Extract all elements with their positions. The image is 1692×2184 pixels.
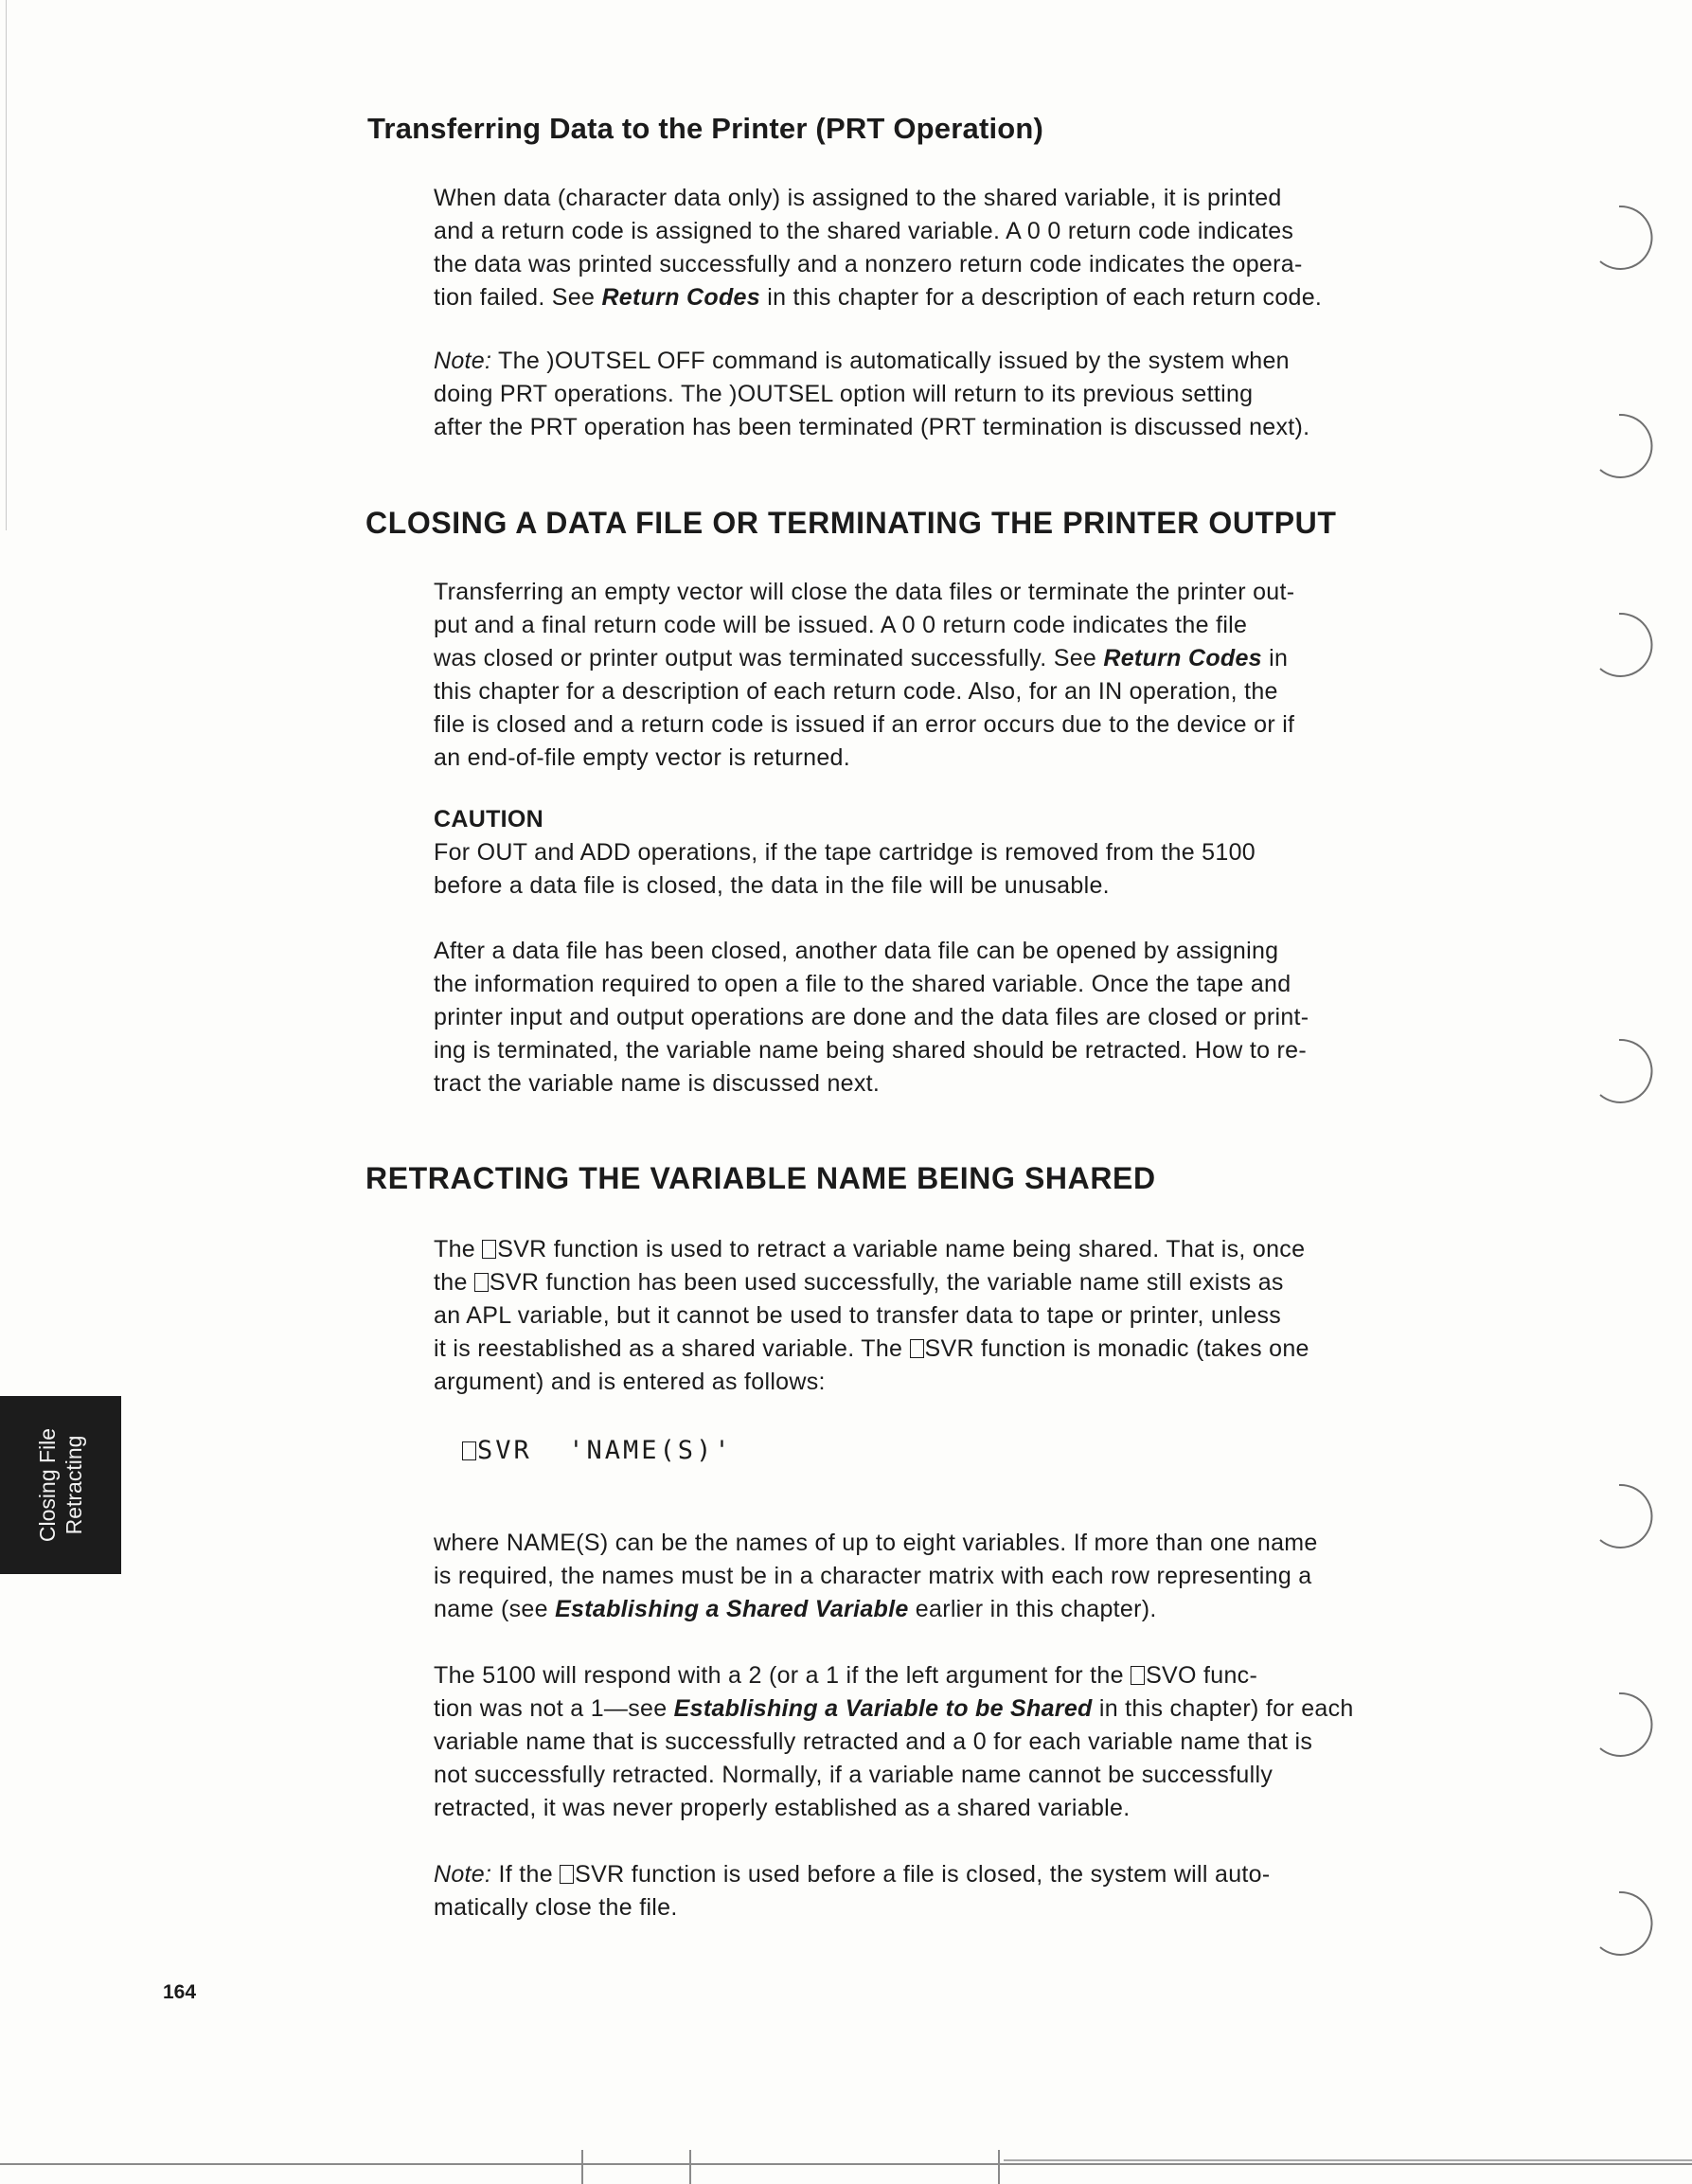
closing-line: this chapter for a description of each return code. Also, for an IN operation, the [434,678,1278,705]
note-line: doing PRT operations. The )OUTSEL option will return to its previous setting [434,381,1254,407]
binder-hole-icon [1600,415,1652,477]
section-tab-label: Closing File Retracting [35,1427,86,1543]
scan-tick [998,2150,1000,2184]
note-line: Note: If the SVR function is used before a file is closed, the system will auto- [434,1861,1271,1888]
prt-line: and a return code is assigned to the shared variable. A 0 0 return code indicates [434,218,1294,244]
quad-symbol-icon [482,1240,496,1259]
closing-line: Transferring an empty vector will close the data files or terminate the printer out- [434,579,1295,605]
respond-paragraph [434,1659,1390,1825]
after-line: printer input and output operations are done and the data files are closed or print- [434,1004,1309,1030]
code-example: SVR 'NAME(S)' [462,1436,733,1465]
after-line: the information required to open a file to the shared variable. Once the tape and [434,971,1291,997]
caution-line: before a data file is closed, the data in the file will be unusable. [434,872,1110,899]
note-outsel [434,345,1390,444]
svr-line: an APL variable, but it cannot be used to transfer data to tape or printer, unless [434,1302,1282,1329]
note-line: matically close the file. [434,1894,678,1921]
page-edge-line [6,0,7,530]
heading-retracting-variable: RETRACTING THE VARIABLE NAME BEING SHARED [365,1161,1156,1195]
respond-line: The 5100 will respond with a 2 (or a 1 if the left argument for the SVO func- [434,1662,1258,1689]
respond-line: retracted, it was never properly established as a shared variable. [434,1795,1131,1821]
quad-symbol-icon [1131,1666,1145,1685]
section-tab [0,1396,121,1574]
closing-paragraph [434,576,1390,775]
where-line: is required, the names must be in a character matrix with each row representing a [434,1563,1312,1589]
prt-line: tion failed. See Return Codes in this chapter for a description of each return code. [434,284,1323,311]
binder-hole-icon [1600,1485,1652,1548]
heading-prt-operation: Transferring Data to the Printer (PRT Operation) [367,112,1044,145]
svr-paragraph [434,1233,1390,1399]
page-bottom-rule [1004,2159,1692,2161]
prt-line: the data was printed successfully and a nonzero return code indicates the opera- [434,251,1303,277]
binder-holes [1572,0,1666,1989]
scan-tick [581,2150,583,2184]
quad-symbol-icon [462,1441,476,1460]
binder-hole-icons [1572,0,1666,1989]
quad-symbol-icon [910,1339,924,1358]
binder-hole-icon [1600,614,1652,676]
binder-hole-icon [1600,1693,1652,1756]
where-paragraph [434,1527,1390,1626]
where-line: where NAME(S) can be the names of up to eight variables. If more than one name [434,1530,1318,1556]
note-label: Note: [434,1861,492,1888]
respond-line: variable name that is successfully retracted and a 0 for each variable name that is [434,1728,1313,1755]
note-line: Note: The )OUTSEL OFF command is automatically issued by the system when [434,348,1290,374]
after-line: ing is terminated, the variable name being shared should be retracted. How to re- [434,1037,1308,1064]
scan-tick [689,2150,691,2184]
closing-line: an end-of-file empty vector is returned. [434,744,850,771]
establishing-variable-ref: Establishing a Variable to be Shared [673,1695,1093,1722]
closing-line: file is closed and a return code is issued if an error occurs due to the device or if [434,711,1295,738]
after-close-paragraph [434,935,1390,1101]
after-line: tract the variable name is discussed next. [434,1070,881,1097]
page-number: 164 [163,1981,197,2003]
page-bottom-rule [0,2163,1692,2165]
binder-hole-icon [1600,1892,1652,1955]
where-line: name (see Establishing a Shared Variable earlier in this chapter). [434,1596,1157,1622]
quad-symbol-icon [474,1273,489,1292]
prt-paragraph [434,182,1390,314]
after-line: After a data file has been closed, another data file can be opened by assigning [434,938,1279,964]
caution-line: For OUT and ADD operations, if the tape cartridge is removed from the 5100 [434,839,1256,866]
return-codes-ref: Return Codes [601,284,760,311]
note-label: Note: [434,348,492,374]
note-svr-close [434,1858,1390,1924]
note-line: after the PRT operation has been terminated (PRT termination is discussed next). [434,414,1310,440]
caution-paragraph [434,836,1390,903]
quad-symbol-icon [560,1865,574,1884]
svr-line: The SVR function is used to retract a variable name being shared. That is, once [434,1236,1306,1262]
closing-line: was closed or printer output was terminated successfully. See Return Codes in [434,645,1289,671]
caution-title: CAUTION [434,806,543,832]
closing-line: put and a final return code will be issued. A 0 0 return code indicates the file [434,612,1248,638]
return-codes-ref: Return Codes [1103,645,1262,671]
respond-line: tion was not a 1—see Establishing a Variable to be Shared in this chapter) for each [434,1695,1354,1722]
binder-hole-icon [1600,206,1652,269]
svr-line: the SVR function has been used successfully, the variable name still exists as [434,1269,1284,1296]
establishing-shared-variable-ref: Establishing a Shared Variable [555,1596,909,1622]
svr-line: argument) and is entered as follows: [434,1369,826,1395]
heading-closing-data-file: CLOSING A DATA FILE OR TERMINATING THE PRINTER OUTPUT [365,506,1337,540]
binder-hole-icon [1600,1040,1652,1102]
svr-line: it is reestablished as a shared variable. The SVR function is monadic (takes one [434,1335,1309,1362]
respond-line: not successfully retracted. Normally, if a variable name cannot be successfully [434,1762,1273,1788]
prt-line: When data (character data only) is assigned to the shared variable, it is printed [434,185,1282,211]
